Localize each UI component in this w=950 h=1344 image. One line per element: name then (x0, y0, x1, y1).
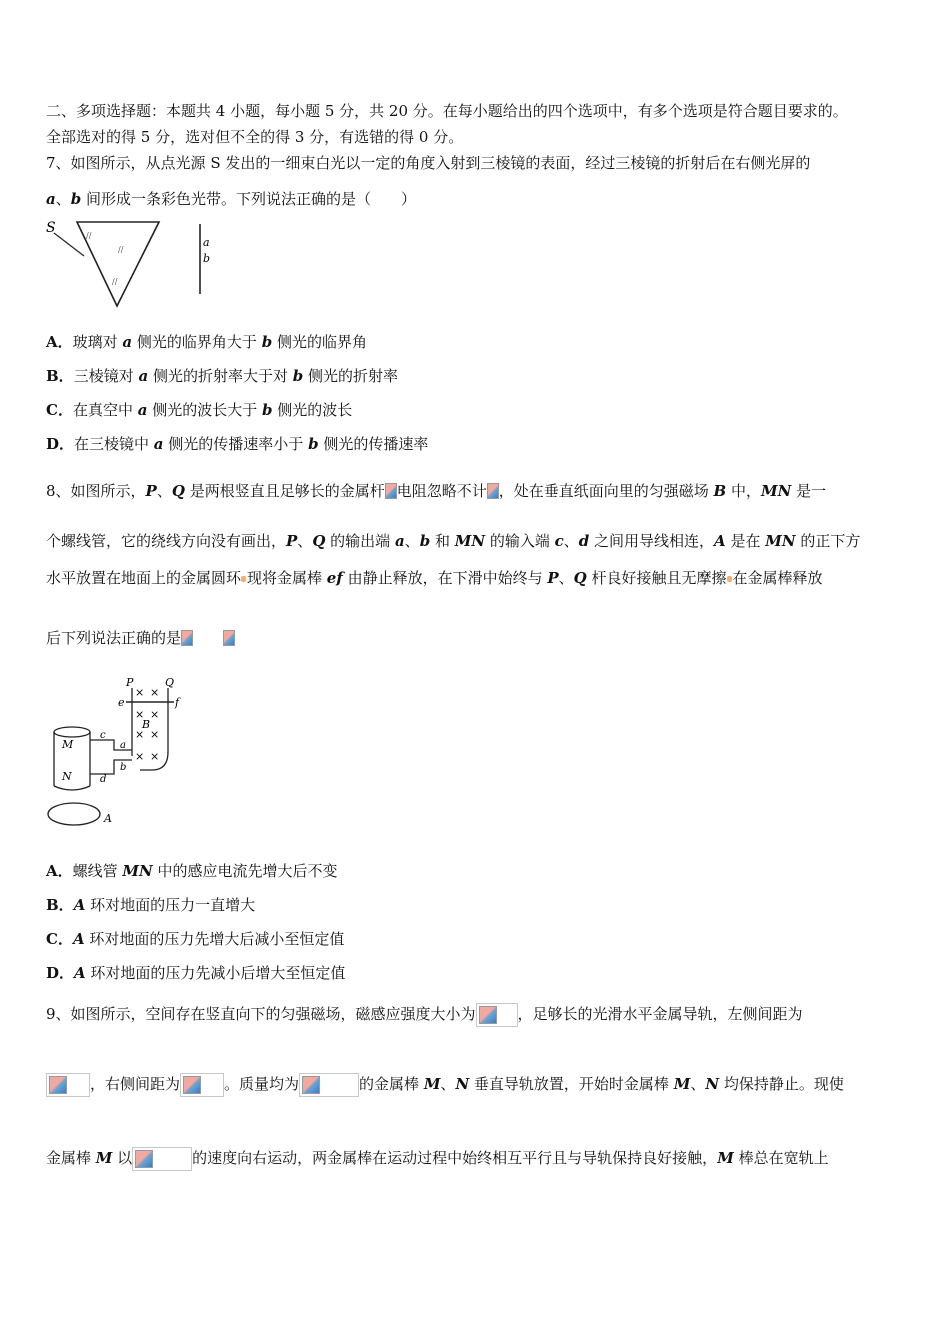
q8-option-b[interactable]: B．A 环对地面的压力一直增大 (46, 896, 256, 914)
q8-stem-line1: 8、如图所示，P、Q 是两根竖直且足够长的金属杆 电阻忽略不计 ，处在垂直纸面向里的匀强磁场 B 中，MN 是一 (46, 482, 827, 500)
svg-text:×: × (135, 708, 145, 721)
section-instructions-line2: 全部选对的得 5 分，选对但不全的得 3 分，有选错的得 0 分。 (46, 128, 464, 146)
broken-image-icon (132, 1147, 192, 1171)
q8-option-d[interactable]: D．A 环对地面的压力先减小后增大至恒定值 (46, 964, 346, 982)
ring-a (48, 803, 100, 825)
q7-prism-figure (44, 218, 224, 310)
svg-text:B: B (142, 718, 151, 731)
svg-text:e: e (118, 696, 125, 709)
q7-label-s: S (46, 220, 56, 236)
q7-option-b[interactable]: B．三棱镜对 a 侧光的折射率大于对 b 侧光的折射率 (46, 367, 399, 385)
svg-text:×: × (135, 750, 145, 763)
q7-hatch-1: // (86, 231, 92, 240)
broken-image-icon (476, 1003, 518, 1027)
q9-stem-line3: 金属棒 M 以 的速度向右运动，两金属棒在运动过程中始终相互平行且与导轨保持良好接触，M 棒总在宽轨上 (46, 1146, 829, 1171)
broken-image-icon (727, 574, 733, 584)
svg-text:N: N (62, 770, 72, 783)
q9-stem-line1: 9、如图所示，空间存在竖直向下的匀强磁场，磁感应强度大小为 ，足够长的光滑水平金属导轨，左侧间距为 (46, 1002, 803, 1027)
svg-text:Q: Q (165, 676, 175, 689)
svg-text:×: × (150, 728, 160, 741)
svg-text:d: d (100, 774, 107, 785)
q8-stem-line3: 水平放置在地面上的金属圆环 现将金属棒 ef 由静止释放，在下滑中始终与 P、Q 杆良好接触且无摩擦 在金属棒释放 (46, 569, 823, 587)
svg-text:×: × (150, 750, 160, 763)
svg-text:f: f (175, 696, 180, 709)
broken-image-icon (180, 1073, 224, 1097)
q9-stem-line2: ，右侧间距为 。质量均为 的金属棒 M、N 垂直导轨放置，开始时金属棒 M、N 均保持静止。现使 (46, 1072, 844, 1097)
q8-option-a[interactable]: A．螺线管 MN 中的感应电流先增大后不变 (46, 862, 338, 880)
svg-text:P: P (126, 676, 134, 689)
q7-label-b: b (203, 252, 211, 265)
broken-image-icon (181, 630, 193, 648)
q7-label-a: a (203, 236, 210, 249)
q7-stem-line2: a、b 间形成一条彩色光带。下列说法正确的是（ ） (46, 190, 417, 208)
q8-stem-line2: 个螺线管，它的绕线方向没有画出，P、Q 的输出端 a、b 和 MN 的输入端 c、d 之间用导线相连，A 是在 MN 的正下方 (46, 532, 861, 550)
svg-text:b: b (120, 762, 127, 773)
svg-text:a: a (120, 740, 126, 751)
svg-text:c: c (100, 730, 106, 741)
svg-text:×: × (150, 708, 160, 721)
q8-circuit-figure (44, 674, 194, 830)
q8-option-c[interactable]: C．A 环对地面的压力先增大后减小至恒定值 (46, 930, 345, 948)
q7-option-c[interactable]: C．在真空中 a 侧光的波长大于 b 侧光的波长 (46, 401, 353, 419)
svg-text:×: × (150, 686, 160, 699)
svg-text:×: × (135, 728, 145, 741)
broken-image-icon (241, 574, 247, 584)
broken-image-icon (223, 630, 235, 648)
svg-text:M: M (62, 738, 74, 751)
var-a: a (46, 190, 56, 208)
solenoid-top (54, 727, 90, 737)
var-b: b (70, 190, 82, 208)
broken-image-icon (46, 1073, 90, 1097)
q7-light-ray (54, 233, 84, 256)
broken-image-icon (385, 483, 397, 501)
q7-hatch-3: // (112, 277, 118, 286)
q8-stem-line4: 后下列说法正确的是 (46, 628, 235, 648)
svg-text:×: × (135, 686, 145, 699)
q7-hatch-2: // (118, 245, 124, 254)
q7-stem-line1: 7、如图所示，从点光源 S 发出的一细束白光以一定的角度入射到三棱镜的表面，经过三棱镜的折射后在右侧光屏的 (46, 154, 811, 172)
svg-text:A: A (104, 812, 112, 825)
q7-option-a[interactable]: A．玻璃对 a 侧光的临界角大于 b 侧光的临界角 (46, 333, 367, 351)
q7-option-d[interactable]: D．在三棱镜中 a 侧光的传播速率小于 b 侧光的传播速率 (46, 435, 429, 453)
broken-image-icon (299, 1073, 359, 1097)
broken-image-icon (487, 483, 499, 501)
section-instructions-line1: 二、多项选择题：本题共 4 小题，每小题 5 分，共 20 分。在每小题给出的四个选项中，有多个选项是符合题目要求的。 (46, 102, 848, 120)
